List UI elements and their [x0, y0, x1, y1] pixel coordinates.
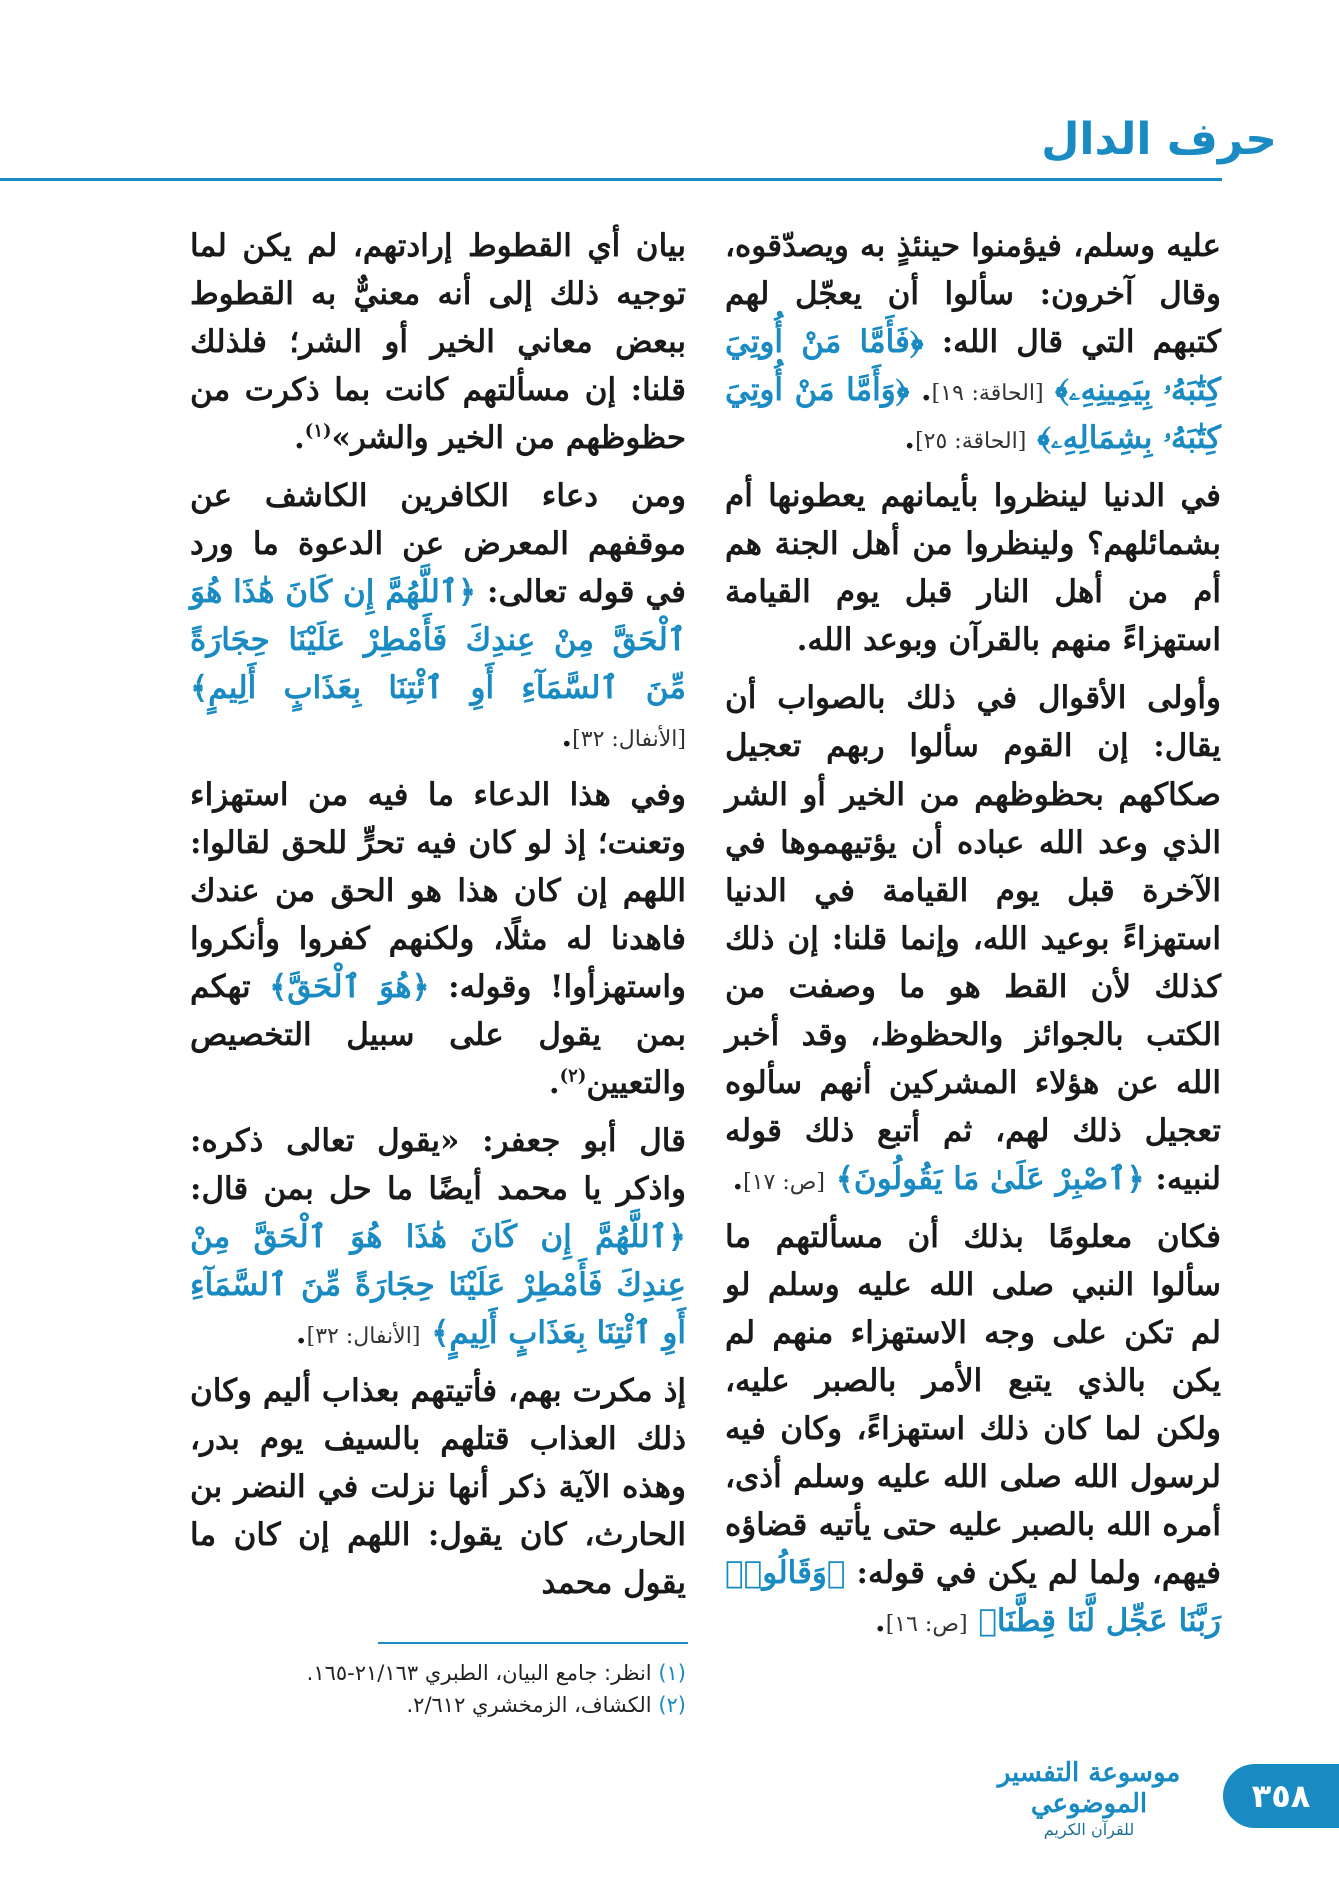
text-run: فكان معلومًا بذلك أن مسألتهم ما سألوا النبي صلى الله عليه وسلم لو لم تكن على وجه الاستهزاء منهم لم يكن بالذي يتبع الأمر بالصبر عليه، ولكن لما كان ذلك استهزاءً، وكان فيه لرسول الله صلى الله عليه وسلم أذى، أمره الله بالصبر عليه حتى يأتيه قضاؤه فيهم، ولما لم يكن في قوله:: [725, 1218, 1221, 1592]
text-run: .: [904, 420, 916, 457]
encyclopedia-logo: [979, 1758, 1199, 1844]
text-run: .: [548, 1064, 560, 1101]
text-run: .: [874, 1603, 886, 1640]
left-text-column: [190, 222, 686, 1617]
footnote-number: (١): [658, 1661, 686, 1685]
verse-reference: [الأنفال: ٣٢]: [572, 727, 686, 753]
footnote-divider: [378, 1642, 688, 1644]
text-run: بيان أي القطوط إرادتهم، لم يكن لما توجيه ذلك إلى أنه معنيٌّ به القطوط ببعض معاني الخير أو الشر؛ فلذلك قلنا: إن مسألتهم كانت بما ذكرت من حظوظهم من الخير والشر»: [190, 228, 686, 457]
paragraph-4: [190, 1117, 686, 1357]
footnote-marker[interactable]: (٢): [559, 1065, 587, 1087]
footnote-number: (٢): [658, 1692, 686, 1717]
quran-verse: ﴿ٱللَّهُمَّ إِن كَانَ هَٰذَا هُوَ ٱلْحَقَّ مِنْ عِندِكَ فَأَمْطِرْ عَلَيْنَا حِجَارَةً مِّنَ ٱلسَّمَآءِ أَوِ ٱئْتِنَا بِعَذَابٍ أَلِيمٍ﴾: [190, 574, 686, 707]
paragraph-5: إذ مكرت بهم، فأتيتهم بعذاب أليم وكان ذلك العذاب قتلهم بالسيف يوم بدر، وهذه الآية ذكر أنها نزلت في النضر بن الحارث، كان يقول: اللهم إن كان ما يقول محمد: [190, 1373, 686, 1602]
right-text-column: [725, 222, 1221, 1655]
header-divider: [0, 178, 1222, 181]
quran-verse: ﴿فَأَمَّا مَنْ أُوتِيَ كِتَٰبَهُۥ بِيَمِينِهِۦ﴾: [725, 324, 1221, 409]
logo-title: موسوعة التفسير الموضوعي: [997, 1758, 1181, 1820]
paragraph-1: [190, 222, 686, 462]
text-run: .: [732, 1160, 744, 1197]
footnote-marker[interactable]: (١): [304, 420, 332, 442]
paragraph-3: [190, 771, 686, 1107]
text-run: .: [293, 420, 305, 457]
paragraph-1: [725, 222, 1221, 462]
text-run: وفي هذا الدعاء ما فيه من استهزاء وتعنت؛ إذ لو كان فيه تحرٍّ للحق لقالوا: اللهم إن كان هذا هو الحق من عندك فاهدنا له مثلًا، ولكنهم كفروا وأنكروا واستهزأوا! وقوله:: [190, 776, 686, 1005]
text-run: وأولى الأقوال في ذلك بالصواب أن يقال: إن القوم سألوا ربهم تعجيل صكاكهم بحظوظهم من الخير أو الشر الذي وعد الله عباده أن يؤتيهموها في الآخرة قبل يوم القيامة في الدنيا استهزاءً بوعيد الله، وإنما قلنا: إن ذلك كذلك لأن القط هو ما وصفت من الكتب بالجوائز والحظوظ، وقد أخبر الله عن هؤلاء المشركين أنهم سألوه تعجيل ذلك لهم، ثم أتبع ذلك قوله لنبيه:: [725, 680, 1221, 1197]
footnotes: [190, 1658, 686, 1721]
page-number: ٣٥٨: [1223, 1764, 1339, 1828]
text-run: .: [295, 1315, 307, 1352]
verse-reference: [الأنفال: ٣٢]: [306, 1324, 421, 1350]
footnote-text: الكشاف، الزمخشري ٢/٦١٢.: [406, 1692, 652, 1717]
quran-verse: ﴿ٱصْبِرْ عَلَىٰ مَا يَقُولُونَ﴾: [835, 1160, 1145, 1197]
text-run: .: [561, 718, 573, 755]
text-run: قال أبو جعفر: «يقول تعالى ذكره: واذكر يا محمد أيضًا ما حل بمن قال:: [190, 1122, 686, 1207]
verse-reference: [الحاقة: ٢٥]: [915, 429, 1027, 455]
logo-subtitle: للقرآن الكريم: [1043, 1820, 1135, 1840]
text-run: عليه وسلم، فيؤمنوا حينئذٍ به ويصدّقوه، وقال آخرون: سألوا أن يعجّل لهم كتبهم التي قال الله:: [725, 228, 1221, 361]
paragraph-3: [725, 674, 1221, 1203]
verse-reference: [ص: ١٧]: [743, 1169, 825, 1195]
footnote-text: انظر: جامع البيان، الطبري ٢١/١٦٣-١٦٥.: [306, 1661, 652, 1685]
paragraph-2: [190, 472, 686, 760]
footnote-item: [190, 1690, 686, 1722]
paragraph-2: في الدنيا لينظروا بأيمانهم يعطونها أم بشمائلهم؟ ولينظروا من أهل الجنة هم أم من أهل النار قبل يوم القيامة استهزاءً منهم بالقرآن وبوعد الله.: [725, 478, 1221, 659]
text-run: تهكم بمن يقول على سبيل التخصيص والتعيين: [190, 968, 686, 1101]
footnote-item: [190, 1658, 686, 1690]
verse-reference: [ص: ١٦]: [885, 1612, 968, 1638]
quran-verse: ﴿ٱللَّهُمَّ إِن كَانَ هَٰذَا هُوَ ٱلْحَقَّ مِنْ عِندِكَ فَأَمْطِرْ عَلَيْنَا حِجَارَةً مِّنَ ٱلسَّمَآءِ أَوِ ٱئْتِنَا بِعَذَابٍ أَلِيمٍ﴾: [190, 1218, 686, 1352]
section-title: حرف الدال: [1041, 114, 1277, 165]
quran-verse: ﴿وَقَالُوا۟ رَبَّنَا عَجِّل لَّنَا قِطَّنَا﴾: [725, 1555, 1221, 1640]
text-run: ومن دعاء الكافرين الكاشف عن موقفهم المعرض عن الدعوة ما ورد في قوله تعالى:: [190, 478, 686, 611]
paragraph-4: [725, 1213, 1221, 1645]
text-run: .: [909, 372, 932, 409]
verse-reference: [الحاقة: ١٩]: [931, 381, 1044, 407]
quran-verse: ﴿هُوَ ٱلْحَقَّ﴾: [269, 968, 430, 1005]
quran-verse: ﴿وَأَمَّا مَنْ أُوتِيَ كِتَٰبَهُۥ بِشِمَالِهِۦ﴾: [725, 372, 1221, 457]
